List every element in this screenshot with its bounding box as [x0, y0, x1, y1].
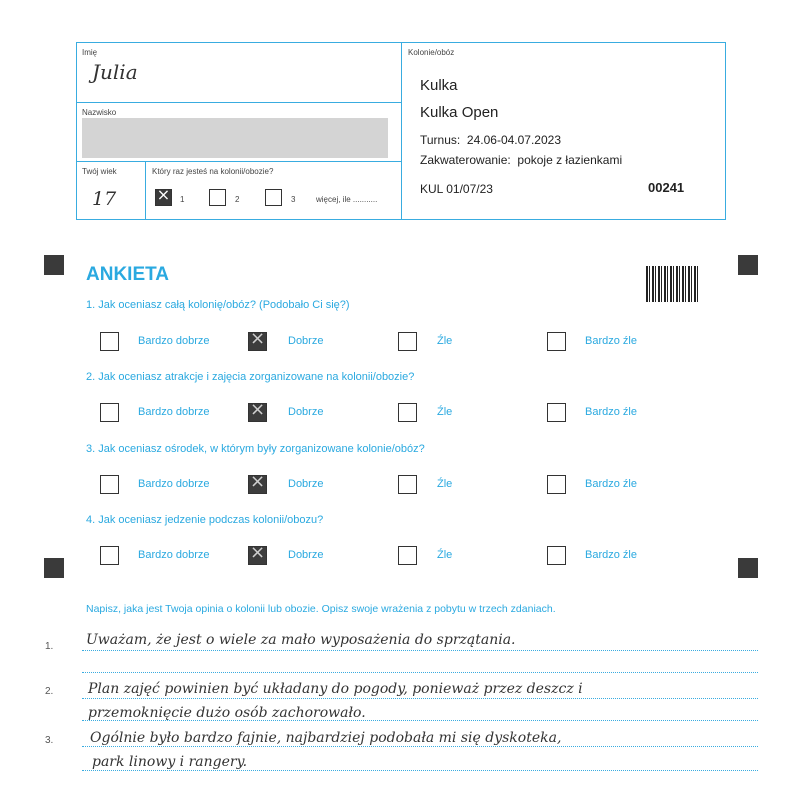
answer-line — [82, 672, 758, 673]
q3-bardzo-zle-label: Bardzo źle — [585, 478, 637, 490]
wiek-label: Twój wiek — [82, 167, 117, 176]
imie-value[interactable]: Julia — [92, 60, 138, 84]
scan-marker-bottom-right — [738, 558, 758, 578]
camp-program: Kulka Open — [420, 104, 499, 121]
opinion-prompt: Napisz, jaka jest Twoja opinia o kolonii lub obozie. Opisz swoje wrażenia z pobytu w trzech zdaniach. — [86, 603, 556, 615]
scan-marker-top-left — [44, 255, 64, 275]
q4-bardzo-dobrze-label: Bardzo dobrze — [138, 549, 210, 561]
q3-bardzo-zle-checkbox[interactable] — [547, 475, 566, 494]
kolonie-label: Kolonie/obóz — [408, 48, 455, 57]
q2-bardzo-dobrze-label: Bardzo dobrze — [138, 406, 210, 418]
q2-bardzo-zle-label: Bardzo źle — [585, 406, 637, 418]
turnus-label: Turnus: — [420, 133, 461, 147]
ktory-raz-checkbox-2[interactable] — [209, 189, 226, 206]
form-number: 00241 — [648, 180, 685, 195]
answer-2-number: 2. — [45, 686, 54, 697]
q1-bardzo-zle-checkbox[interactable] — [547, 332, 566, 351]
q2-zle-checkbox[interactable] — [398, 403, 417, 422]
q1-dobrze-label: Dobrze — [288, 335, 324, 347]
question-1: 1. Jak oceniasz całą kolonię/obóz? (Podobało Ci się?) — [86, 299, 350, 311]
wiek-value[interactable]: 17 — [92, 188, 117, 210]
q3-dobrze-label: Dobrze — [288, 478, 324, 490]
zakwaterowanie-line — [420, 153, 622, 167]
q1-bardzo-dobrze-label: Bardzo dobrze — [138, 335, 210, 347]
row-divider — [76, 102, 401, 103]
q2-dobrze-checkbox[interactable] — [248, 403, 267, 422]
answer-line — [82, 650, 758, 651]
imie-label: Imię — [82, 48, 98, 57]
row-divider — [76, 161, 401, 162]
turnus-value: 24.06-04.07.2023 — [466, 133, 562, 147]
q2-bardzo-dobrze-checkbox[interactable] — [100, 403, 119, 422]
q4-bardzo-dobrze-checkbox[interactable] — [100, 546, 119, 565]
q4-dobrze-checkbox[interactable] — [248, 546, 267, 565]
nazwisko-redacted-field — [82, 118, 388, 158]
ktory-raz-checkbox-3[interactable] — [265, 189, 282, 206]
ktory-raz-option-2: 2 — [235, 195, 240, 204]
nazwisko-label: Nazwisko — [82, 108, 117, 117]
answer-line — [82, 746, 758, 747]
answer-1-line-1[interactable]: Uważam, że jest o wiele za mało wyposażenia do sprzątania. — [86, 632, 516, 648]
q3-bardzo-dobrze-label: Bardzo dobrze — [138, 478, 210, 490]
zakwaterowanie-value: pokoje z łazienkami — [517, 153, 623, 167]
survey-title: ANKIETA — [86, 264, 170, 285]
header-divider — [401, 42, 402, 220]
camp-name: Kulka — [420, 77, 458, 94]
q1-bardzo-zle-label: Bardzo źle — [585, 335, 637, 347]
answer-2-line-1[interactable]: Plan zajęć powinien być układany do pogody, ponieważ przez deszcz i — [88, 681, 583, 697]
answer-3-line-2[interactable]: park linowy i rangery. — [92, 754, 248, 770]
ktory-raz-label: Który raz jesteś na kolonii/obozie? — [152, 167, 274, 176]
answer-3-line-1[interactable]: Ogólnie było bardzo fajnie, najbardziej podobała mi się dyskoteka, — [90, 730, 562, 746]
answer-line — [82, 698, 758, 699]
scan-marker-bottom-left — [44, 558, 64, 578]
q4-zle-checkbox[interactable] — [398, 546, 417, 565]
turnus-line — [420, 133, 561, 147]
q1-dobrze-checkbox[interactable] — [248, 332, 267, 351]
wiecej-label: więcej, ile ........... — [316, 195, 378, 204]
q2-bardzo-zle-checkbox[interactable] — [547, 403, 566, 422]
q3-dobrze-checkbox[interactable] — [248, 475, 267, 494]
q1-bardzo-dobrze-checkbox[interactable] — [100, 332, 119, 351]
question-4: 4. Jak oceniasz jedzenie podczas kolonii/obozu? — [86, 514, 324, 526]
q4-zle-label: Źle — [437, 549, 453, 561]
answer-1-number: 1. — [45, 641, 54, 652]
answer-line — [82, 770, 758, 771]
q3-bardzo-dobrze-checkbox[interactable] — [100, 475, 119, 494]
q1-zle-label: Źle — [437, 335, 453, 347]
ktory-raz-option-1: 1 — [180, 195, 185, 204]
q3-zle-checkbox[interactable] — [398, 475, 417, 494]
q1-zle-checkbox[interactable] — [398, 332, 417, 351]
answer-line — [82, 720, 758, 721]
q2-dobrze-label: Dobrze — [288, 406, 324, 418]
question-3: 3. Jak oceniasz ośrodek, w którym były zorganizowane kolonie/obóz? — [86, 443, 425, 455]
q3-zle-label: Źle — [437, 478, 453, 490]
ktory-raz-checkbox-1[interactable] — [155, 189, 172, 206]
zakwaterowanie-label: Zakwaterowanie: — [420, 153, 511, 167]
answer-2-line-2[interactable]: przemoknięcie dużo osób zachorowało. — [88, 705, 366, 721]
q2-zle-label: Źle — [437, 406, 453, 418]
barcode — [646, 266, 700, 302]
q4-bardzo-zle-label: Bardzo źle — [585, 549, 637, 561]
scan-marker-top-right — [738, 255, 758, 275]
q4-dobrze-label: Dobrze — [288, 549, 324, 561]
q4-bardzo-zle-checkbox[interactable] — [547, 546, 566, 565]
question-2: 2. Jak oceniasz atrakcje i zajęcia zorganizowane na kolonii/obozie? — [86, 371, 415, 383]
form-code: KUL 01/07/23 — [420, 182, 493, 196]
age-divider — [145, 161, 146, 220]
answer-3-number: 3. — [45, 735, 54, 746]
ktory-raz-option-3: 3 — [291, 195, 296, 204]
